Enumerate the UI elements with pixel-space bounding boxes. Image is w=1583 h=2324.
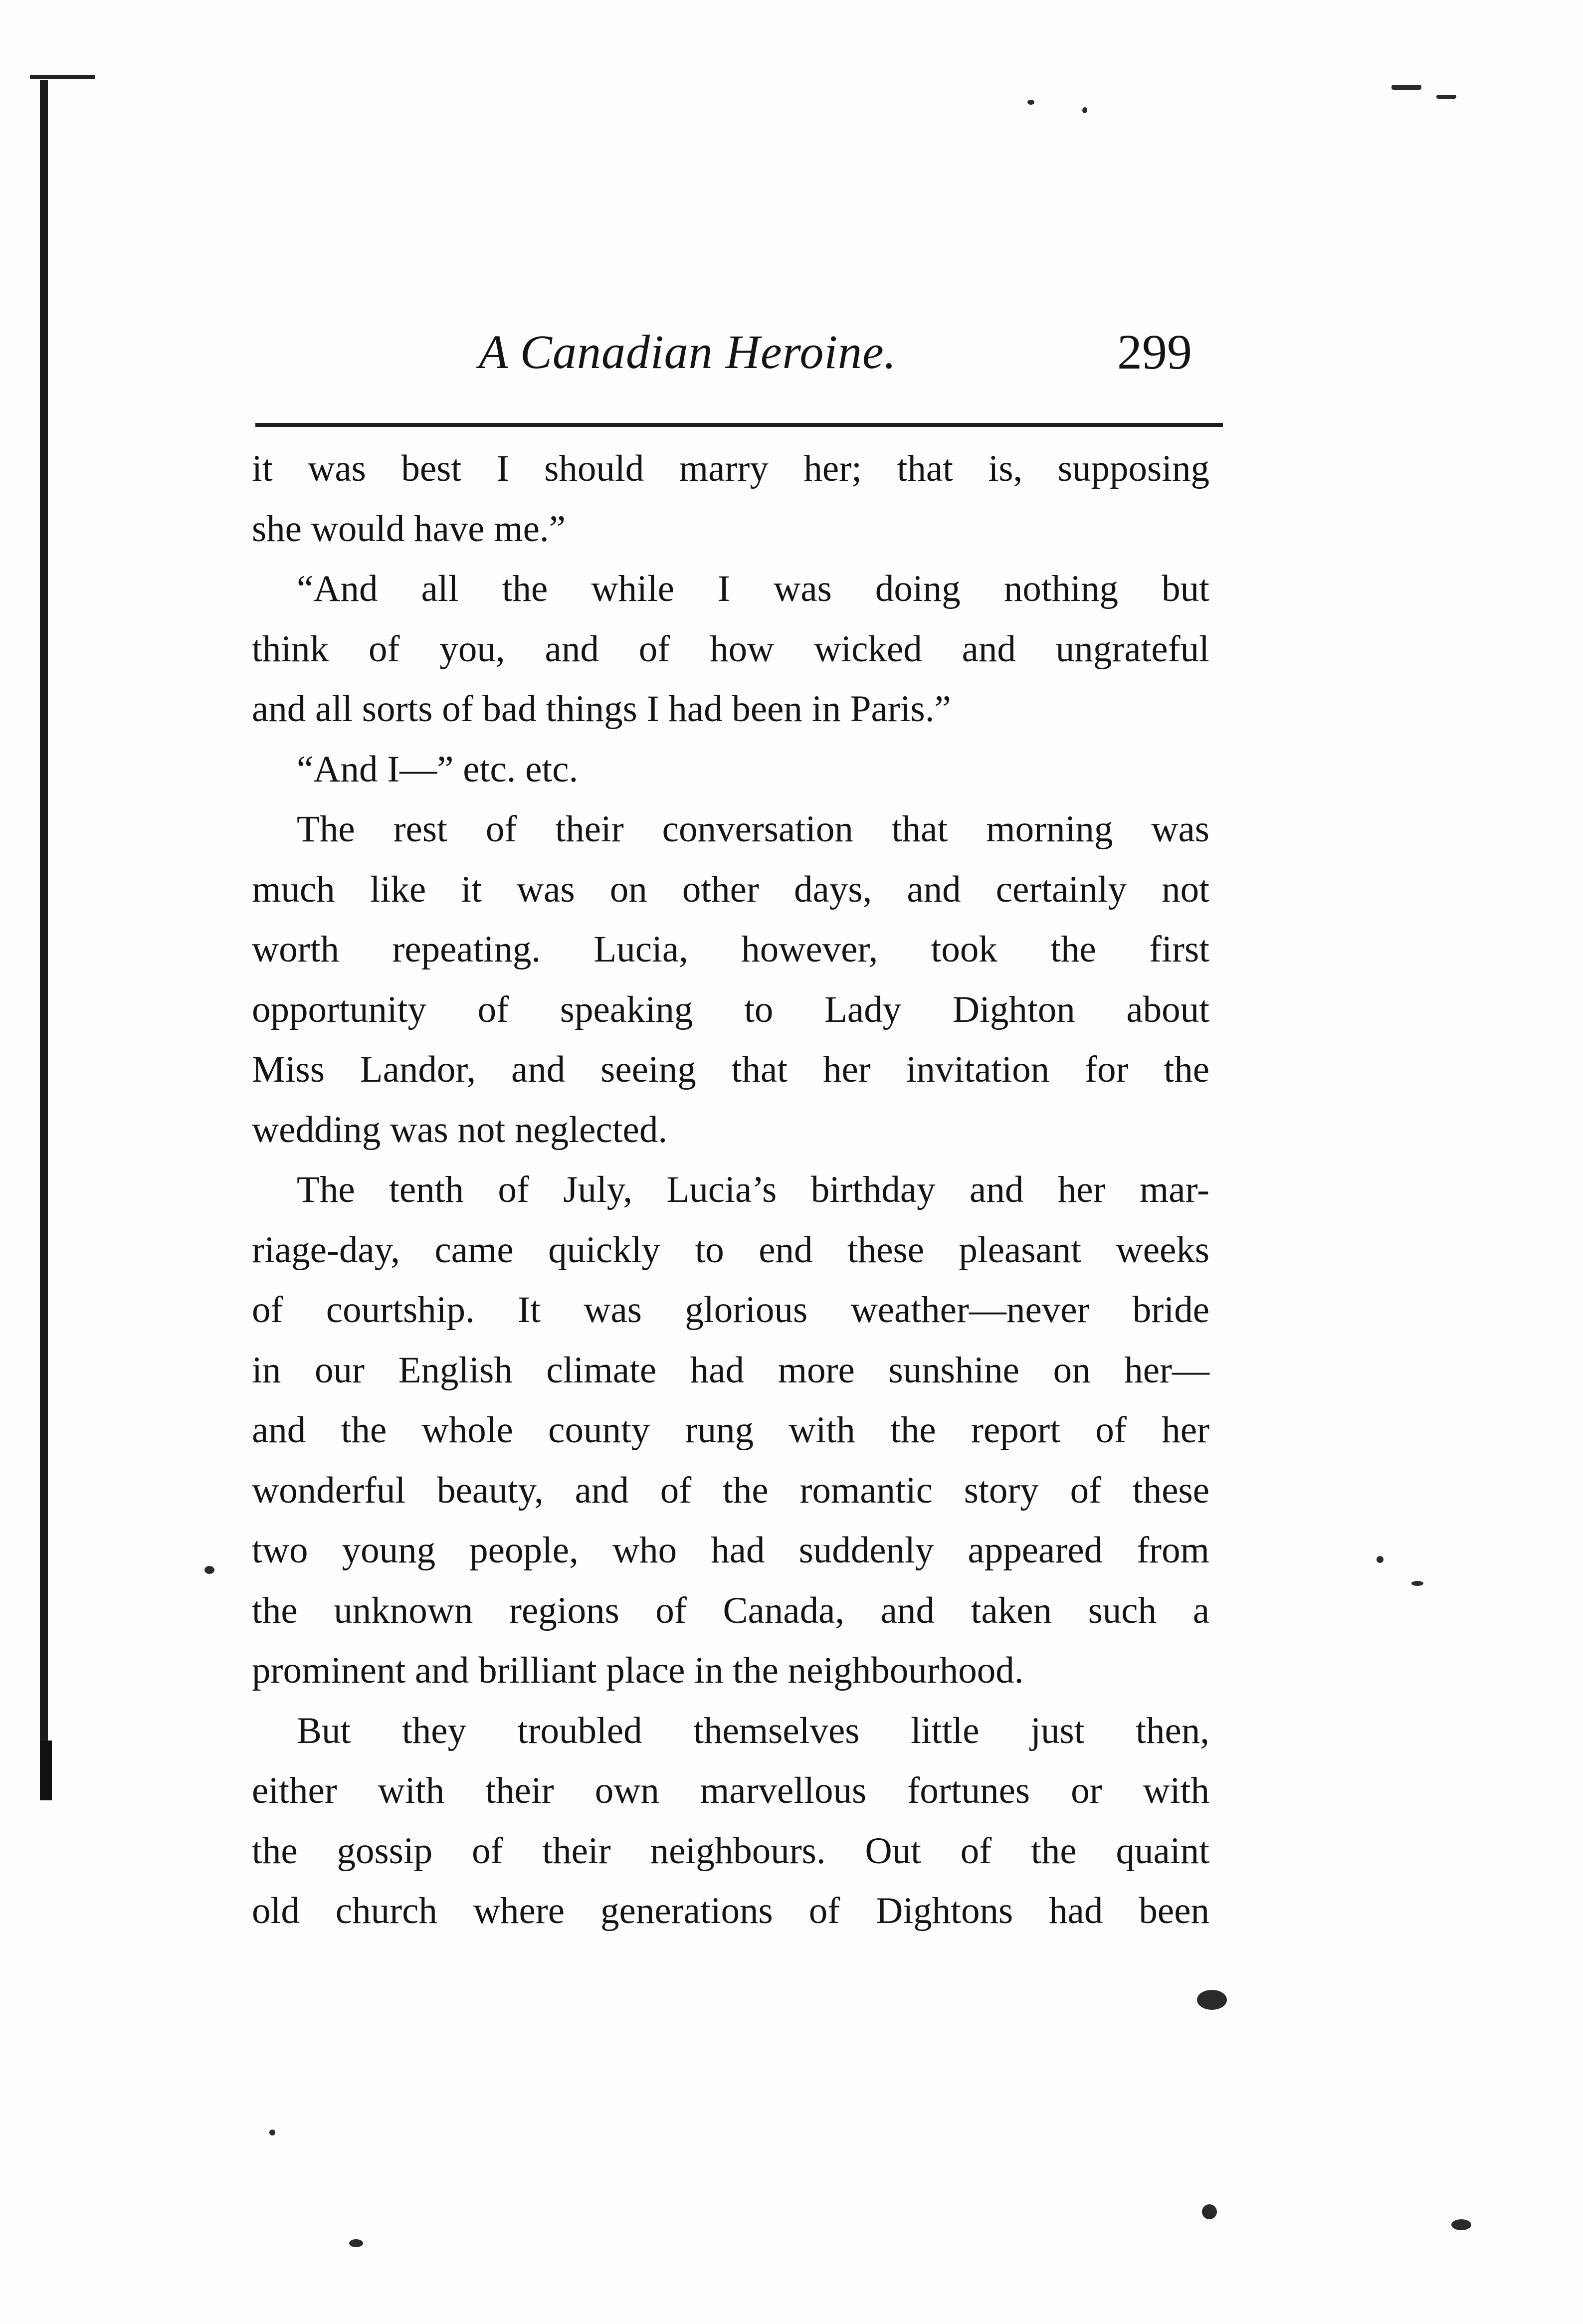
header-rule xyxy=(255,423,1223,427)
running-title: A Canadian Heroine. xyxy=(479,325,897,379)
scan-speck xyxy=(349,2239,363,2247)
text-line: of courtship. It was glorious weather—never bride xyxy=(252,1289,1209,1331)
text-line: she would have me.” xyxy=(252,508,566,550)
text-line: old church where generations of Dightons had been xyxy=(252,1890,1209,1932)
text-line: The rest of their conversation that morning was xyxy=(297,808,1209,850)
text-line: the gossip of their neighbours. Out of the quaint xyxy=(252,1830,1209,1872)
text-line: and the whole county rung with the report of her xyxy=(252,1409,1209,1451)
text-line: The tenth of July, Lucia’s birthday and her mar- xyxy=(297,1169,1209,1210)
text-line: either with their own marvellous fortunes or with xyxy=(252,1770,1209,1811)
text-line: and all sorts of bad things I had been in Paris.” xyxy=(252,688,951,730)
text-line: “And I—” etc. etc. xyxy=(297,748,579,790)
scan-speck xyxy=(1377,1556,1384,1563)
text-line: But they troubled themselves little just then, xyxy=(297,1710,1209,1751)
binding-shadow xyxy=(40,80,48,1795)
text-line: “And all the while I was doing nothing but xyxy=(297,568,1209,609)
page-header xyxy=(249,294,1222,409)
text-line: Miss Landor, and seeing that her invitation for the xyxy=(252,1049,1209,1090)
scan-speck xyxy=(269,2130,275,2135)
text-line: worth repeating. Lucia, however, took the first xyxy=(252,929,1209,970)
text-line: think of you, and of how wicked and ungrateful xyxy=(252,628,1209,670)
text-line: much like it was on other days, and certainly not xyxy=(252,868,1209,910)
page-number: 299 xyxy=(1117,324,1192,380)
scan-speck xyxy=(1436,95,1456,99)
text-line: opportunity of speaking to Lady Dighton about xyxy=(252,988,1209,1030)
binding-shadow-lower xyxy=(40,1741,52,1800)
text-line: two young people, who had suddenly appeared from xyxy=(252,1530,1209,1571)
text-line: wonderful beauty, and of the romantic story of these xyxy=(252,1469,1209,1511)
text-line: it was best I should marry her; that is, supposing xyxy=(252,448,1209,489)
text-line: prominent and brilliant place in the neighbourhood. xyxy=(252,1650,1024,1691)
scan-speck xyxy=(1451,2219,1471,2230)
text-line: the unknown regions of Canada, and taken such a xyxy=(252,1589,1209,1631)
scan-speck xyxy=(204,1566,214,1574)
scan-speck xyxy=(1197,1990,1227,2010)
text-line: riage-day, came quickly to end these pleasant weeks xyxy=(252,1229,1209,1271)
scan-speck xyxy=(1202,2204,1217,2219)
text-line: in our English climate had more sunshine on her— xyxy=(252,1349,1209,1391)
scan-speck xyxy=(1411,1581,1423,1586)
body-text xyxy=(252,439,1209,1941)
scan-speck xyxy=(1391,85,1421,90)
text-line: wedding was not neglected. xyxy=(252,1109,668,1151)
scan-speck xyxy=(1027,100,1034,105)
binding-edge-mark xyxy=(30,75,95,79)
scan-speck xyxy=(1082,107,1087,113)
